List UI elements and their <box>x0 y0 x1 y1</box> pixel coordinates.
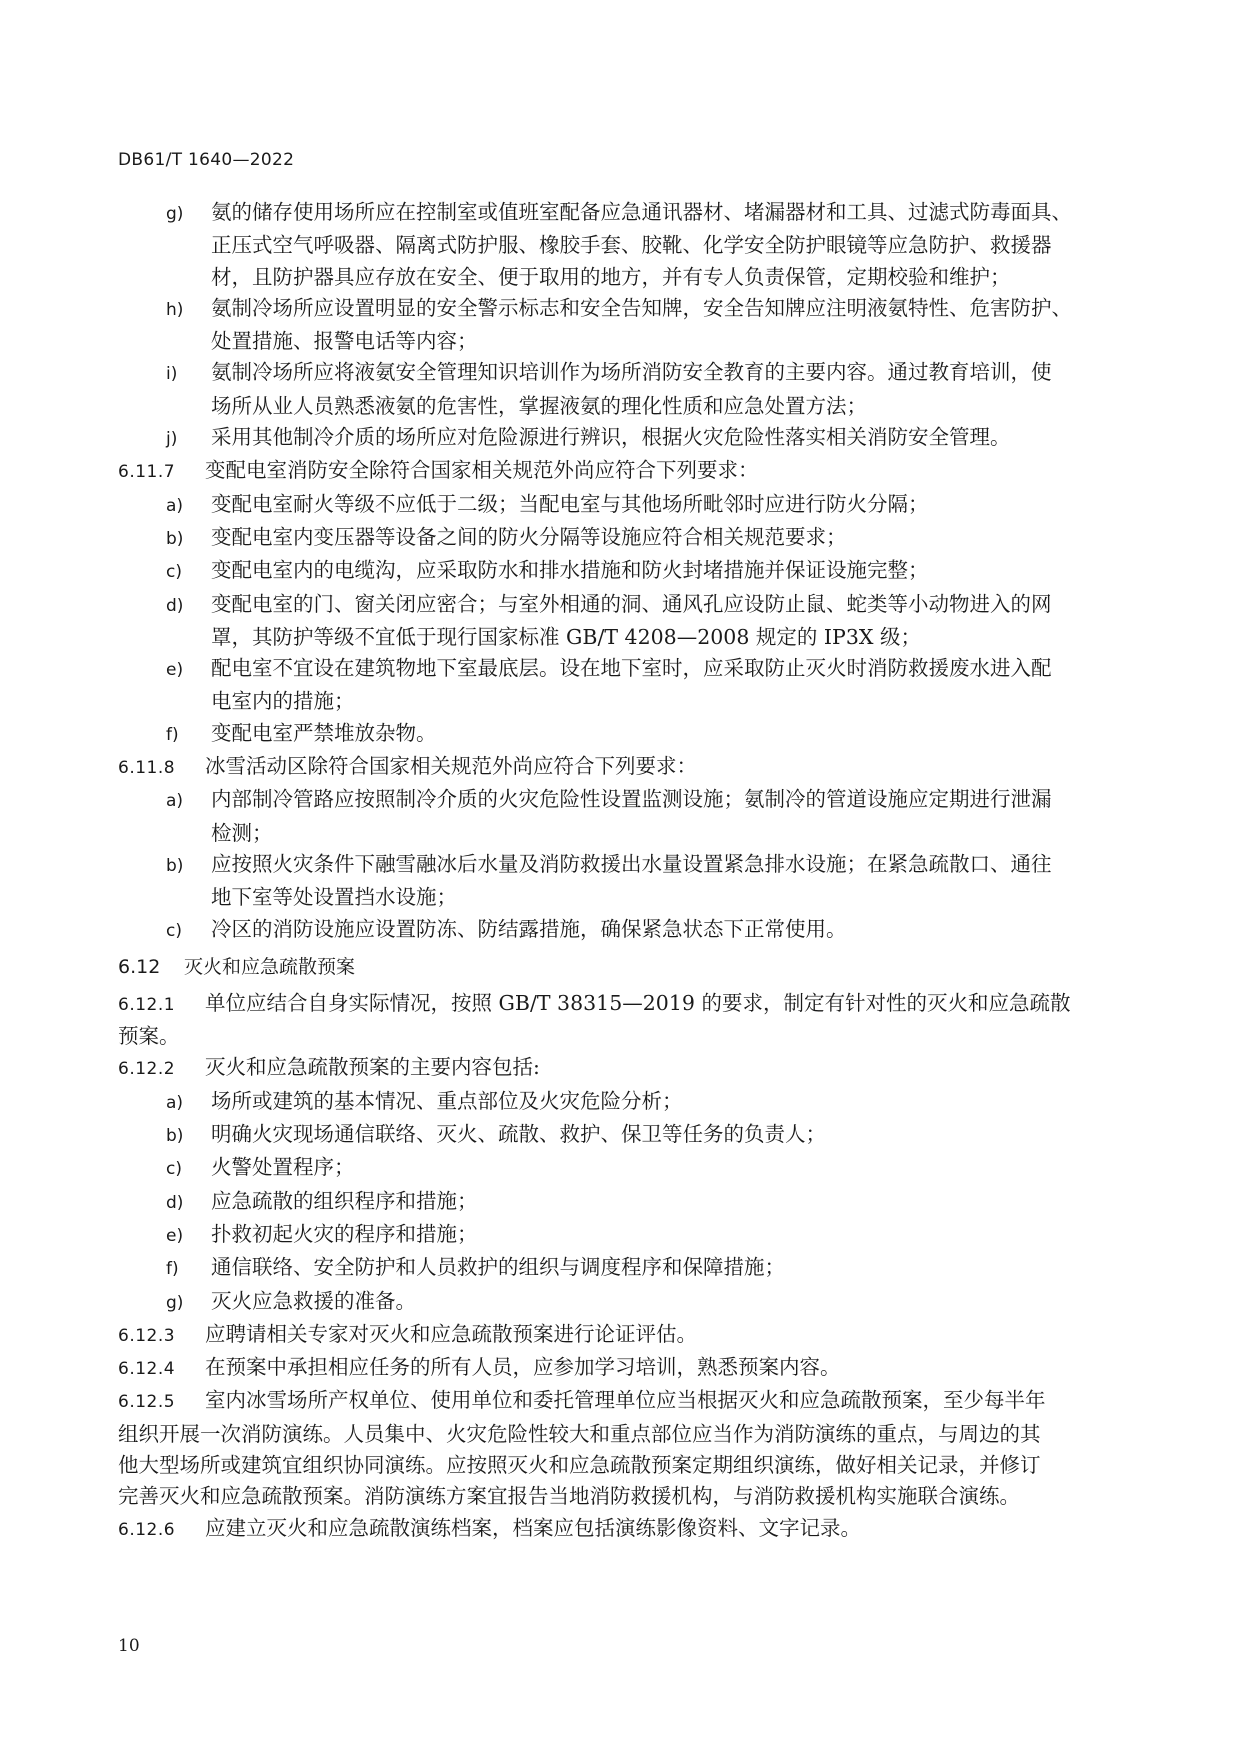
clause-number: 6.12.6 <box>118 1519 176 1540</box>
document-code-header: DB61/T 1640—2022 <box>118 150 295 170</box>
clause-number: 6.11.8 <box>118 758 176 779</box>
list-item: f) 变配电室严禁堆放杂物。 <box>118 718 1122 751</box>
list-item-continuation: 检测； <box>211 820 273 845</box>
list-marker: a) <box>166 495 184 516</box>
list-item: c) 冷区的消防设施应设置防冻、防结露措施，确保紧急状态下正常使用。 <box>118 914 1122 947</box>
list-item: g) 灭火应急救援的准备。 <box>118 1286 1122 1319</box>
list-item-continuation: 电室内的措施； <box>211 689 355 714</box>
list-marker: g) <box>166 204 184 224</box>
list-marker: b) <box>166 855 184 876</box>
clause-continuation: 组织开展一次消防演练。人员集中、火灾危险性较大和重点部位应当作为消防演练的重点，与周边的其 <box>118 1421 1041 1446</box>
clause-number: 6.12.3 <box>118 1325 176 1346</box>
list-item: g) 氨的储存使用场所应在控制室或值班室配备应急通讯器材、堵漏器材和工具、过滤式防毒面具、 <box>118 197 1122 230</box>
clause-6-12-4: 6.12.4 在预案中承担相应任务的所有人员，应参加学习培训，熟悉预案内容。 <box>118 1352 1122 1385</box>
clause-continuation: 预案。 <box>118 1024 180 1049</box>
list-item: f) 通信联络、安全防护和人员救护的组织与调度程序和保障措施； <box>118 1252 1122 1285</box>
list-marker: a) <box>166 791 184 812</box>
list-marker: h) <box>166 299 184 320</box>
list-item: a) 内部制冷管路应按照制冷介质的火灾危险性设置监测设施；氨制冷的管道设施应定期进行泄漏 <box>118 784 1122 817</box>
clause-6-11-8: 6.11.8 冰雪活动区除符合国家相关规范外尚应符合下列要求： <box>118 751 1122 784</box>
list-item-continuation: 正压式空气呼吸器、隔离式防护服、橡胶手套、胶靴、化学安全防护眼镜等应急防护、救援器 <box>211 233 1052 258</box>
list-marker: d) <box>166 1192 184 1213</box>
list-marker: c) <box>166 562 182 583</box>
list-item: j) 采用其他制冷介质的场所应对危险源进行辨识，根据火灾危险性落实相关消防安全管理。 <box>118 422 1122 455</box>
list-marker: e) <box>166 660 184 681</box>
list-marker: j) <box>166 429 178 450</box>
list-marker: c) <box>166 920 182 941</box>
list-item-continuation: 处置措施、报警电话等内容； <box>211 329 478 354</box>
document-body <box>118 197 1122 1546</box>
list-marker: b) <box>166 528 184 549</box>
page-number: 10 <box>118 1636 140 1656</box>
list-marker: e) <box>166 1225 184 1246</box>
list-marker: c) <box>166 1159 182 1180</box>
list-marker: i) <box>166 364 178 385</box>
list-item: a) 变配电室耐火等级不应低于二级；当配电室与其他场所毗邻时应进行防火分隔； <box>118 489 1122 522</box>
list-item: d) 应急疏散的组织程序和措施； <box>118 1186 1122 1219</box>
section-title: 灭火和应急疏散预案 <box>184 955 356 978</box>
list-marker: a) <box>166 1092 184 1113</box>
list-item-continuation: 地下室等处设置挡水设施； <box>211 885 457 910</box>
list-item-continuation: 场所从业人员熟悉液氨的危害性，掌握液氨的理化性质和应急处置方法； <box>211 393 867 418</box>
clause-number: 6.12.4 <box>118 1359 176 1380</box>
clause-6-11-7: 6.11.7 变配电室消防安全除符合国家相关规范外尚应符合下列要求： <box>118 455 1122 488</box>
clause-6-12-6: 6.12.6 应建立灭火和应急疏散演练档案，档案应包括演练影像资料、文字记录。 <box>118 1513 1122 1546</box>
clause-number: 6.12.2 <box>118 1059 176 1080</box>
clause-6-12-3: 6.12.3 应聘请相关专家对灭火和应急疏散预案进行论证评估。 <box>118 1319 1122 1352</box>
clause-6-12-2: 6.12.2 灭火和应急疏散预案的主要内容包括: <box>118 1052 1122 1085</box>
list-item-continuation: 材，且防护器具应存放在安全、便于取用的地方，并有专人负责保管，定期校验和维护； <box>211 264 1011 289</box>
list-item: d) 变配电室的门、窗关闭应密合；与室外相通的洞、通风孔应设防止鼠、蛇类等小动物进入的网 <box>118 589 1122 622</box>
list-item: b) 应按照火灾条件下融雪融冰后水量及消防救援出水量设置紧急排水设施；在紧急疏散口、通往 <box>118 849 1122 882</box>
list-item: c) 变配电室内的电缆沟，应采取防水和排水措施和防火封堵措施并保证设施完整； <box>118 555 1122 588</box>
clause-continuation: 他大型场所或建筑宜组织协同演练。应按照灭火和应急疏散预案定期组织演练，做好相关记录，并修订 <box>118 1452 1041 1477</box>
list-item: e) 扑救初起火灾的程序和措施； <box>118 1219 1122 1252</box>
list-item: c) 火警处置程序； <box>118 1152 1122 1185</box>
list-item-continuation: 罩，其防护等级不宜低于现行国家标准 GB/T 4208—2008 规定的 IP3X 级； <box>211 624 921 649</box>
clause-6-12-5: 6.12.5 室内冰雪场所产权单位、使用单位和委托管理单位应当根据灭火和应急疏散预案，至少每半年 <box>118 1385 1122 1418</box>
clause-number: 6.12.5 <box>118 1392 176 1413</box>
clause-continuation: 完善灭火和应急疏散预案。消防演练方案宜报告当地消防救援机构，与消防救援机构实施联合演练。 <box>118 1484 1020 1509</box>
section-heading-6-12 <box>118 952 1122 983</box>
list-marker: b) <box>166 1126 184 1147</box>
list-item: h) 氨制冷场所应设置明显的安全警示标志和安全告知牌，安全告知牌应注明液氨特性、危害防护、 <box>118 293 1122 326</box>
clause-number: 6.11.7 <box>118 462 176 483</box>
clause-number: 6.12.1 <box>118 994 176 1015</box>
list-item: e) 配电室不宜设在建筑物地下室最底层。设在地下室时，应采取防止灭火时消防救援废水进入配 <box>118 653 1122 686</box>
list-item: b) 明确火灾现场通信联络、灭火、疏散、救护、保卫等任务的负责人； <box>118 1119 1122 1152</box>
list-marker: f) <box>166 1259 179 1280</box>
list-marker: f) <box>166 724 179 745</box>
list-item: a) 场所或建筑的基本情况、重点部位及火灾危险分析； <box>118 1086 1122 1119</box>
clause-6-12-1: 6.12.1 单位应结合自身实际情况，按照 GB/T 38315—2019 的要求，制定有针对性的灭火和应急疏散 <box>118 988 1122 1021</box>
list-item: i) 氨制冷场所应将液氨安全管理知识培训作为场所消防安全教育的主要内容。通过教育培训，使 <box>118 357 1122 390</box>
section-number: 6.12 <box>118 955 161 978</box>
list-item: b) 变配电室内变压器等设备之间的防火分隔等设施应符合相关规范要求； <box>118 522 1122 555</box>
list-marker: g) <box>166 1292 184 1313</box>
list-marker: d) <box>166 595 184 616</box>
